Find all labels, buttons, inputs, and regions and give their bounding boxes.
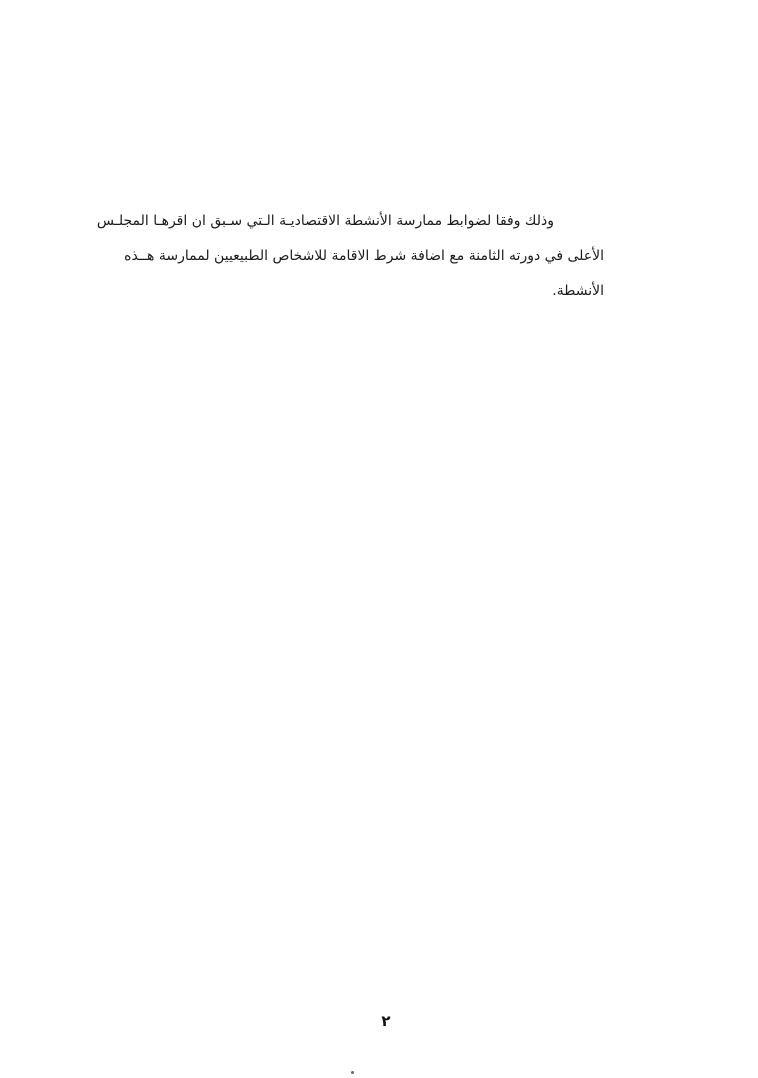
- paragraph-line: الأنشطة.: [552, 283, 604, 299]
- paragraph-line: الأعلى في دورته الثامنة مع اضافة شرط الاقامة للاشخاص الطبيعيين لممارسة هــذه: [124, 248, 604, 264]
- paragraph-line: وذلك وفقا لضوابط ممارسة الأنشطة الاقتصاديـة الـتي سـبق ان اقرهـا المجلـس: [96, 213, 554, 229]
- body-text-paragraph: [96, 204, 604, 309]
- page-number: ٢: [381, 1012, 391, 1030]
- scan-speck-artifact: [351, 1071, 354, 1074]
